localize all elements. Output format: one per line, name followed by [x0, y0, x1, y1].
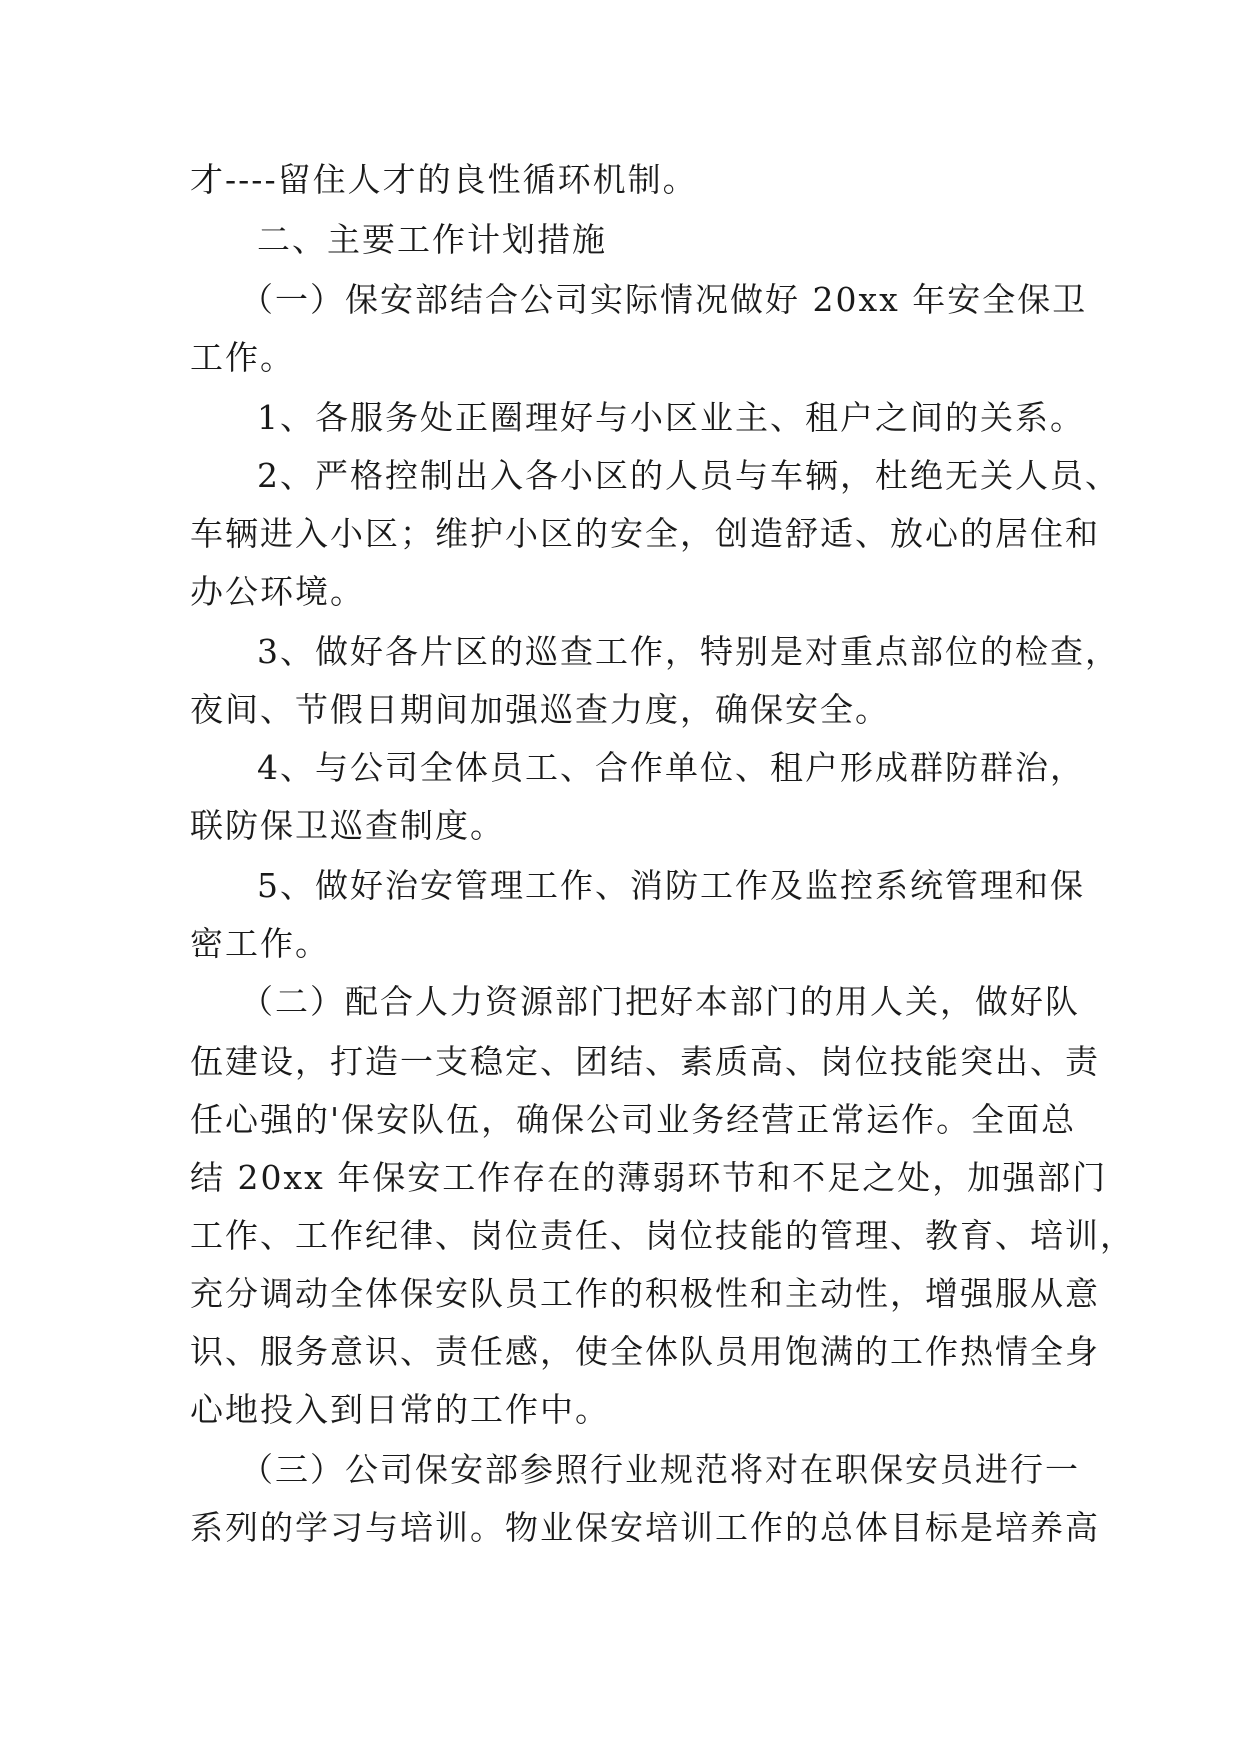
list-item: 3、做好各片区的巡查工作，特别是对重点部位的检查， — [257, 632, 1120, 671]
paragraph-line: 办公环境。 — [190, 572, 365, 611]
paragraph-line: 充分调动全体保安队员工作的积极性和主动性，增强服从意 — [190, 1274, 1100, 1313]
paragraph-line: 联防保卫巡查制度。 — [190, 806, 505, 845]
subsection-heading: （一）保安部结合公司实际情况做好 20xx 年安全保卫 — [240, 280, 1088, 319]
subsection-heading: （三）公司保安部参照行业规范将对在职保安员进行一 — [240, 1450, 1080, 1489]
paragraph-line: 心地投入到日常的工作中。 — [190, 1390, 610, 1429]
paragraph-line: 系列的学习与培训。物业保安培训工作的总体目标是培养高 — [190, 1508, 1100, 1547]
list-item: 4、与公司全体员工、合作单位、租户形成群防群治， — [257, 748, 1085, 787]
paragraph-line: 任心强的'保安队伍，确保公司业务经营正常运作。全面总 — [190, 1100, 1077, 1139]
paragraph-line: 伍建设，打造一支稳定、团结、素质高、岗位技能突出、责 — [190, 1042, 1100, 1081]
paragraph-line: 工作、工作纪律、岗位责任、岗位技能的管理、教育、培训， — [190, 1216, 1135, 1255]
paragraph-line: 才----留住人才的良性循环机制。 — [190, 160, 698, 199]
paragraph-line: 工作。 — [190, 338, 295, 377]
paragraph-line: 车辆进入小区；维护小区的安全，创造舒适、放心的居住和 — [190, 514, 1100, 553]
paragraph-line: 结 20xx 年保安工作存在的薄弱环节和不足之处，加强部门 — [190, 1158, 1108, 1197]
list-item: 5、做好治安管理工作、消防工作及监控系统管理和保 — [257, 866, 1085, 905]
paragraph-line: 夜间、节假日期间加强巡查力度，确保安全。 — [190, 690, 890, 729]
list-item: 2、严格控制出入各小区的人员与车辆，杜绝无关人员、 — [257, 456, 1120, 495]
paragraph-line: 密工作。 — [190, 924, 330, 963]
section-heading: 二、主要工作计划措施 — [257, 220, 607, 259]
paragraph-line: 识、服务意识、责任感，使全体队员用饱满的工作热情全身 — [190, 1332, 1100, 1371]
list-item: 1、各服务处正圈理好与小区业主、租户之间的关系。 — [257, 398, 1085, 437]
subsection-heading: （二）配合人力资源部门把好本部门的用人关，做好队 — [240, 982, 1080, 1021]
